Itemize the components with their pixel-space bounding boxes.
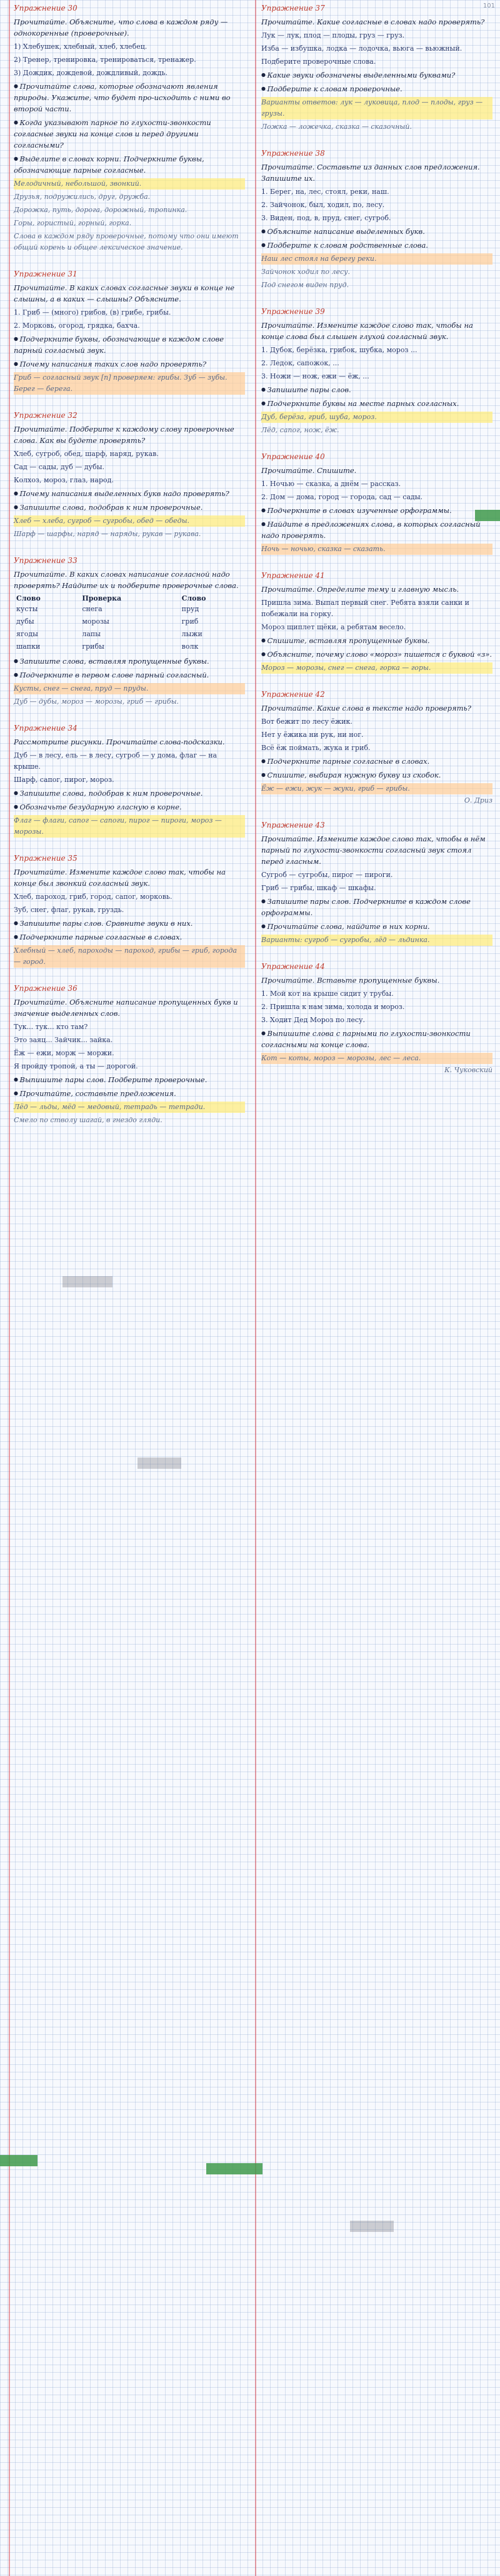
task-bullet: ● Запишите пары слов. xyxy=(261,384,492,395)
table-cell: морозы xyxy=(82,617,109,626)
exercise-title: Упражнение 41 xyxy=(261,571,325,580)
exercise-text-line: 1. Ночью — сказка, а днём — рассказ. xyxy=(261,480,401,488)
exercise-title: Упражнение 40 xyxy=(261,452,325,461)
table-header: Слово xyxy=(181,594,206,602)
table-header: Слово xyxy=(16,594,41,602)
exercise-text-line: 1. Дубок, берёзка, грибок, шубка, мороз ... xyxy=(261,346,418,354)
pencil-smudge xyxy=(62,1276,112,1287)
exercise-text-line: 2) Тренер, тренировка, тренироваться, тренажер. xyxy=(14,56,196,64)
task-bullet: ● Выпишите пары слов. Подберите проверочные. xyxy=(14,1074,245,1085)
exercise-title: Упражнение 39 xyxy=(261,307,325,316)
answer-line: Зайчонок ходил по лесу. xyxy=(261,268,351,276)
task-bullet: ● Прочитайте, составьте предложения. xyxy=(14,1088,245,1099)
task-bullet: ● Объясните написание выделенных букв. xyxy=(261,226,492,237)
exercise-text-line: Дуб — в лесу, ель — в лесу, сугроб — у дома, флаг — на крыше. xyxy=(14,751,218,771)
exercise-text-line: 3. Ножи — нож, ежи — ёж, ... xyxy=(261,372,369,380)
exercise-text-line: Сугроб — сугробы, пирог — пироги. xyxy=(261,871,393,879)
exercise-text-line: Мороз щиплет щёки, а ребятам весело. xyxy=(261,623,406,631)
table-cell: волк xyxy=(181,642,199,651)
exercise-text-line: Вот бежит по лесу ёжик. xyxy=(261,718,352,726)
exercise-instruction: Рассмотрите рисунки. Прочитайте слова-подсказки. xyxy=(14,738,225,746)
exercise-text-line: Гриб — грибы, шкаф — шкафы. xyxy=(261,884,376,892)
author-signature: К. Чуковский xyxy=(444,1066,492,1074)
task-bullet: ● Выделите в словах корни. Подчеркните буквы, обозначающие парные согласные. xyxy=(14,153,245,176)
task-bullet: ● Найдите в предложениях слова, в которых согласный надо проверять. xyxy=(261,519,492,541)
answer-line: Мелодичный, небольшой, звонкий. xyxy=(14,178,245,190)
exercise-block xyxy=(261,4,492,133)
table-cell: шапки xyxy=(16,642,41,651)
exercise-title: Упражнение 35 xyxy=(14,854,78,863)
exercise-text-line: Подберите проверочные слова. xyxy=(261,58,376,66)
exercise-block xyxy=(261,962,492,1074)
table-row xyxy=(14,616,245,628)
exercise-block xyxy=(14,556,245,707)
exercise-text-line: 1. Берег, на, лес, стоял, реки, наш. xyxy=(261,188,389,196)
exercise-instruction: Прочитайте. Измените каждое слово так, чтобы в нём парный по глухости-звонкости согласный звук стоял перед гласным. xyxy=(261,834,486,866)
author-signature: О. Дриз xyxy=(464,796,492,804)
exercise-instruction: Прочитайте. Объясните, что слова в каждом ряду — однокоренные (проверочные). xyxy=(14,18,228,38)
exercise-title: Упражнение 43 xyxy=(261,821,325,829)
exercise-block xyxy=(261,149,492,291)
answer-line: Шарф — шарфы, наряд — наряды, рукав — рукава. xyxy=(14,530,201,538)
exercise-title: Упражнение 33 xyxy=(14,556,78,565)
answer-line: Наш лес стоял на берегу реки. xyxy=(261,253,492,265)
exercise-instruction: Прочитайте. Какие слова в тексте надо проверять? xyxy=(261,704,471,712)
task-bullet: ● Прочитайте слова, найдите в них корни. xyxy=(261,921,492,932)
exercise-block xyxy=(14,411,245,540)
table-header: Проверка xyxy=(82,594,122,602)
exercise-title: Упражнение 38 xyxy=(261,149,325,158)
exercise-block xyxy=(14,724,245,838)
center-margin-line xyxy=(255,0,256,2576)
exercise-instruction: Прочитайте. В каких словах согласные звуки в конце не слышны, а в каких — слышны? Объясните. xyxy=(14,283,235,303)
table-cell: лапы xyxy=(82,630,101,638)
task-bullet: ● Почему написания таких слов надо проверять? xyxy=(14,358,245,370)
answer-line: Ночь — ночью, сказка — сказать. xyxy=(261,544,492,555)
task-bullet: ● Запишите слова, вставляя пропущенные буквы. xyxy=(14,656,245,667)
answer-line: Хлеб — хлеба, сугроб — сугробы, обед — обеды. xyxy=(14,515,245,527)
task-bullet: ● Запишите пары слов. Сравните звуки в них. xyxy=(14,918,245,929)
task-bullet: ● Когда указывают парное по глухости-звонкости согласные звуки на конце слов и перед другими согласными? xyxy=(14,117,245,151)
answer-line: Варианты ответов: лук — луковица, плод — плоды, груз — грузы. xyxy=(261,97,492,119)
task-bullet: ● Запишите слова, подобрав к ним проверочные. xyxy=(14,502,245,513)
exercise-text-line: 2. Пришла к нам зима, холода и мороз. xyxy=(261,1003,405,1011)
table-cell: гриб xyxy=(181,617,199,626)
exercise-instruction: Прочитайте. Спишите. xyxy=(261,466,357,475)
answer-line: Под снегом виден пруд. xyxy=(261,281,349,289)
left-column xyxy=(14,4,245,1142)
exercise-instruction: Прочитайте. Составьте из данных слов предложения. Запишите их. xyxy=(261,163,480,183)
answer-line: Флаг — флаги, сапог — сапоги, пирог — пироги, мороз — морозы. xyxy=(14,815,245,838)
exercise-text-line: 1. Гриб — (много) грибов, (в) грибе, грибы. xyxy=(14,308,171,317)
exercise-block xyxy=(261,821,492,946)
exercise-title: Упражнение 44 xyxy=(261,962,325,971)
exercise-text-line: 2. Морковь, огород, грядка, бахча. xyxy=(14,322,140,330)
task-bullet: ● Запишите слова, подобрав к ним проверочные. xyxy=(14,788,245,799)
task-bullet: ● Прочитайте слова, которые обозначают явления природы. Укажите, что будет про-исходить с ними во второй части. xyxy=(14,81,245,114)
table-cell: кусты xyxy=(16,605,38,613)
exercise-instruction: Прочитайте. В каких словах написание согласной надо проверять? Найдите их и подберите проверочные слова. xyxy=(14,570,239,590)
exercise-instruction: Прочитайте. Объясните написание пропущенных букв и значение выделенных слов. xyxy=(14,998,238,1018)
exercise-block xyxy=(14,984,245,1126)
table-cell: грибы xyxy=(82,642,104,651)
right-column xyxy=(261,4,492,1090)
exercise-text-line: Я пройду тропой, а ты — дорогой. xyxy=(14,1062,138,1070)
task-bullet: ● Подчеркните в первом слове парный согласный. xyxy=(14,669,245,681)
task-bullet: ● Подчеркните парные согласные в словах. xyxy=(14,931,245,943)
exercise-text-line: Зуб, снег, флаг, рукав, груздь. xyxy=(14,906,124,914)
task-bullet: ● Подчеркните буквы, обозначающие в каждом слове парный согласный звук. xyxy=(14,333,245,356)
task-bullet: ● Подчеркните парные согласные в словах. xyxy=(261,756,492,767)
table-row xyxy=(14,603,245,616)
exercise-block xyxy=(261,571,492,674)
pencil-smudge xyxy=(350,2221,394,2232)
exercise-text-line: 3. Ходит Дед Мороз по лесу. xyxy=(261,1016,365,1024)
exercise-table xyxy=(14,594,245,653)
green-highlight-bar xyxy=(0,2155,38,2166)
answer-line: Смело по стволу шагай, в гнездо гляди. xyxy=(14,1116,162,1124)
exercise-title: Упражнение 30 xyxy=(14,4,78,13)
task-bullet: ● Спишите, выбирая нужную букву из скобок. xyxy=(261,769,492,781)
exercise-title: Упражнение 42 xyxy=(261,690,325,699)
task-bullet: ● Спишите, вставляя пропущенные буквы. xyxy=(261,635,492,646)
exercise-text-line: 3. Виден, под, в, пруд, снег, сугроб. xyxy=(261,214,391,222)
exercise-text-line: Сад — сады, дуб — дубы. xyxy=(14,463,104,471)
exercise-text-line: Всё ёж поймать, жука и гриб. xyxy=(261,744,371,752)
exercise-instruction: Прочитайте. Вставьте пропущенные буквы. xyxy=(261,976,440,985)
table-cell: дубы xyxy=(16,617,34,626)
exercise-title: Упражнение 32 xyxy=(14,411,78,420)
exercise-instruction: Прочитайте. Измените каждое слово так, чтобы на конце слова был слышен глухой согласный звук. xyxy=(261,321,473,341)
exercise-text-line: Это заяц... Зайчик... зайка. xyxy=(14,1036,113,1044)
exercise-text-line: Изба — избушка, лодка — лодочка, вьюга — вьюжный. xyxy=(261,44,462,53)
exercise-block xyxy=(261,452,492,555)
table-cell: ягоды xyxy=(16,630,38,638)
answer-line: Друзья, подружились, друг, дружба. xyxy=(14,193,151,201)
exercise-text-line: 2. Зайчонок, был, ходил, по, лесу. xyxy=(261,201,385,209)
table-cell: лыжи xyxy=(181,630,202,638)
exercise-instruction: Прочитайте. Измените каждое слово так, чтобы на конце был звонкий согласный звук. xyxy=(14,868,226,888)
exercise-block xyxy=(261,690,492,804)
table-row xyxy=(14,628,245,641)
exercise-text-line: Тук... тук... кто там? xyxy=(14,1023,88,1031)
task-bullet: ● Какие звуки обозначены выделенными буквами? xyxy=(261,69,492,81)
task-bullet: ● Подчеркните буквы на месте парных согласных. xyxy=(261,398,492,409)
exercise-text-line: Хлеб, сугроб, обед, шарф, наряд, рукав. xyxy=(14,450,159,458)
page-number: 101 xyxy=(482,3,495,9)
answer-line: Варианты: сугроб — сугробы, лёд — льдинка. xyxy=(261,935,492,946)
exercise-block xyxy=(14,854,245,968)
answer-line: Кусты, снег — снега, пруд — пруды. xyxy=(14,683,245,694)
task-bullet: ● Обозначьте безударную гласную в корне. xyxy=(14,801,245,813)
answer-line: Дуб — дубы, мороз — морозы, гриб — грибы. xyxy=(14,697,179,706)
answer-line: Ёж — ежи, жук — жуки, гриб — грибы. xyxy=(261,783,492,794)
task-bullet: ● Подберите к словам родственные слова. xyxy=(261,240,492,251)
exercise-instruction: Прочитайте. Какие согласные в словах надо проверять? xyxy=(261,18,485,26)
task-bullet: ● Запишите пары слов. Подчеркните в каждом слове орфограммы. xyxy=(261,896,492,918)
answer-line: Горы, гористый, горный, горка. xyxy=(14,219,132,227)
exercise-text-line: 2. Ледок, сапожок, ... xyxy=(261,359,339,367)
exercise-text-line: 3) Дождик, дождевой, дождливый, дождь. xyxy=(14,69,168,77)
table-cell: пруд xyxy=(181,605,199,613)
table-cell: снега xyxy=(82,605,102,613)
exercise-instruction: Прочитайте. Подберите к каждому слову проверочные слова. Как вы будете проверять? xyxy=(14,425,234,445)
task-bullet: ● Выпишите слова с парными по глухости-звонкости согласными на конце слова. xyxy=(261,1028,492,1050)
answer-line: Дорожка, путь, дорога, дорожный, тропинка. xyxy=(14,206,188,214)
exercise-text-line: Колхоз, мороз, глаз, народ. xyxy=(14,476,114,484)
exercise-instruction: Прочитайте. Определите тему и главную мысль. xyxy=(261,585,459,594)
table-row xyxy=(14,641,245,653)
task-bullet: ● Почему написания выделенных букв надо проверять? xyxy=(14,488,245,499)
green-highlight-bar xyxy=(206,2163,262,2174)
exercise-title: Упражнение 31 xyxy=(14,270,78,278)
answer-line: Лёд — льды, мёд — медовый, тетрадь — тетради. xyxy=(14,1102,245,1113)
answer-line: Лёд, сапог, нож, ёж. xyxy=(261,426,339,434)
exercise-text-line: 2. Дом — дома, город — города, сад — сады. xyxy=(261,493,423,501)
exercise-block xyxy=(261,307,492,436)
exercise-block xyxy=(14,270,245,395)
exercise-text-line: Нет у ёжика ни рук, ни ног. xyxy=(261,731,364,739)
answer-line: Кот — коты, мороз — морозы, лес — леса. xyxy=(261,1053,492,1064)
exercise-text-line: 1. Мой кот на крыше сидит у трубы. xyxy=(261,990,394,998)
task-bullet: ● Подберите к словам проверочные. xyxy=(261,83,492,94)
task-bullet: ● Подчеркните в словах изученные орфограммы. xyxy=(261,505,492,516)
exercise-title: Упражнение 36 xyxy=(14,984,78,993)
exercise-title: Упражнение 37 xyxy=(261,4,325,13)
exercise-block xyxy=(14,4,245,253)
exercise-text-line: Ёж — ежи, морж — моржи. xyxy=(14,1049,114,1057)
answer-line: Гриб — согласный звук [п] проверяем: грибы. Зуб — зубы. Берег — берега. xyxy=(14,372,245,395)
exercise-text-line: Хлеб, пароход, гриб, город, сапог, морковь. xyxy=(14,893,172,901)
answer-line: Ложка — ложечка, сказка — сказочный. xyxy=(261,123,412,131)
answer-line: Хлебный — хлеб, пароходы — пароход, грибы — гриб, города — город. xyxy=(14,945,245,968)
answer-line: Дуб, берёза, гриб, шуба, мороз. xyxy=(261,412,492,423)
left-margin-line xyxy=(9,0,10,2576)
exercise-note: Слова в каждом ряду проверочные, потому что они имеют общий корень и общее лексическое значение. xyxy=(14,232,239,251)
exercise-text-line: Пришла зима. Выпал первый снег. Ребята взяли санки и побежали на горку. xyxy=(261,599,469,618)
pencil-smudge xyxy=(138,1458,181,1469)
exercise-text-line: 1) Хлебушек, хлебный, хлеб, хлебец. xyxy=(14,43,148,51)
task-bullet: ● Объясните, почему слово «мороз» пишется с буквой «з». xyxy=(261,649,492,660)
exercise-text-line: Лук — лук, плод — плоды, груз — груз. xyxy=(261,31,405,39)
exercise-text-line: Шарф, сапог, пирог, мороз. xyxy=(14,776,114,784)
answer-line: Мороз — морозы, снег — снега, горка — горы. xyxy=(261,662,492,674)
exercise-title: Упражнение 34 xyxy=(14,724,78,733)
